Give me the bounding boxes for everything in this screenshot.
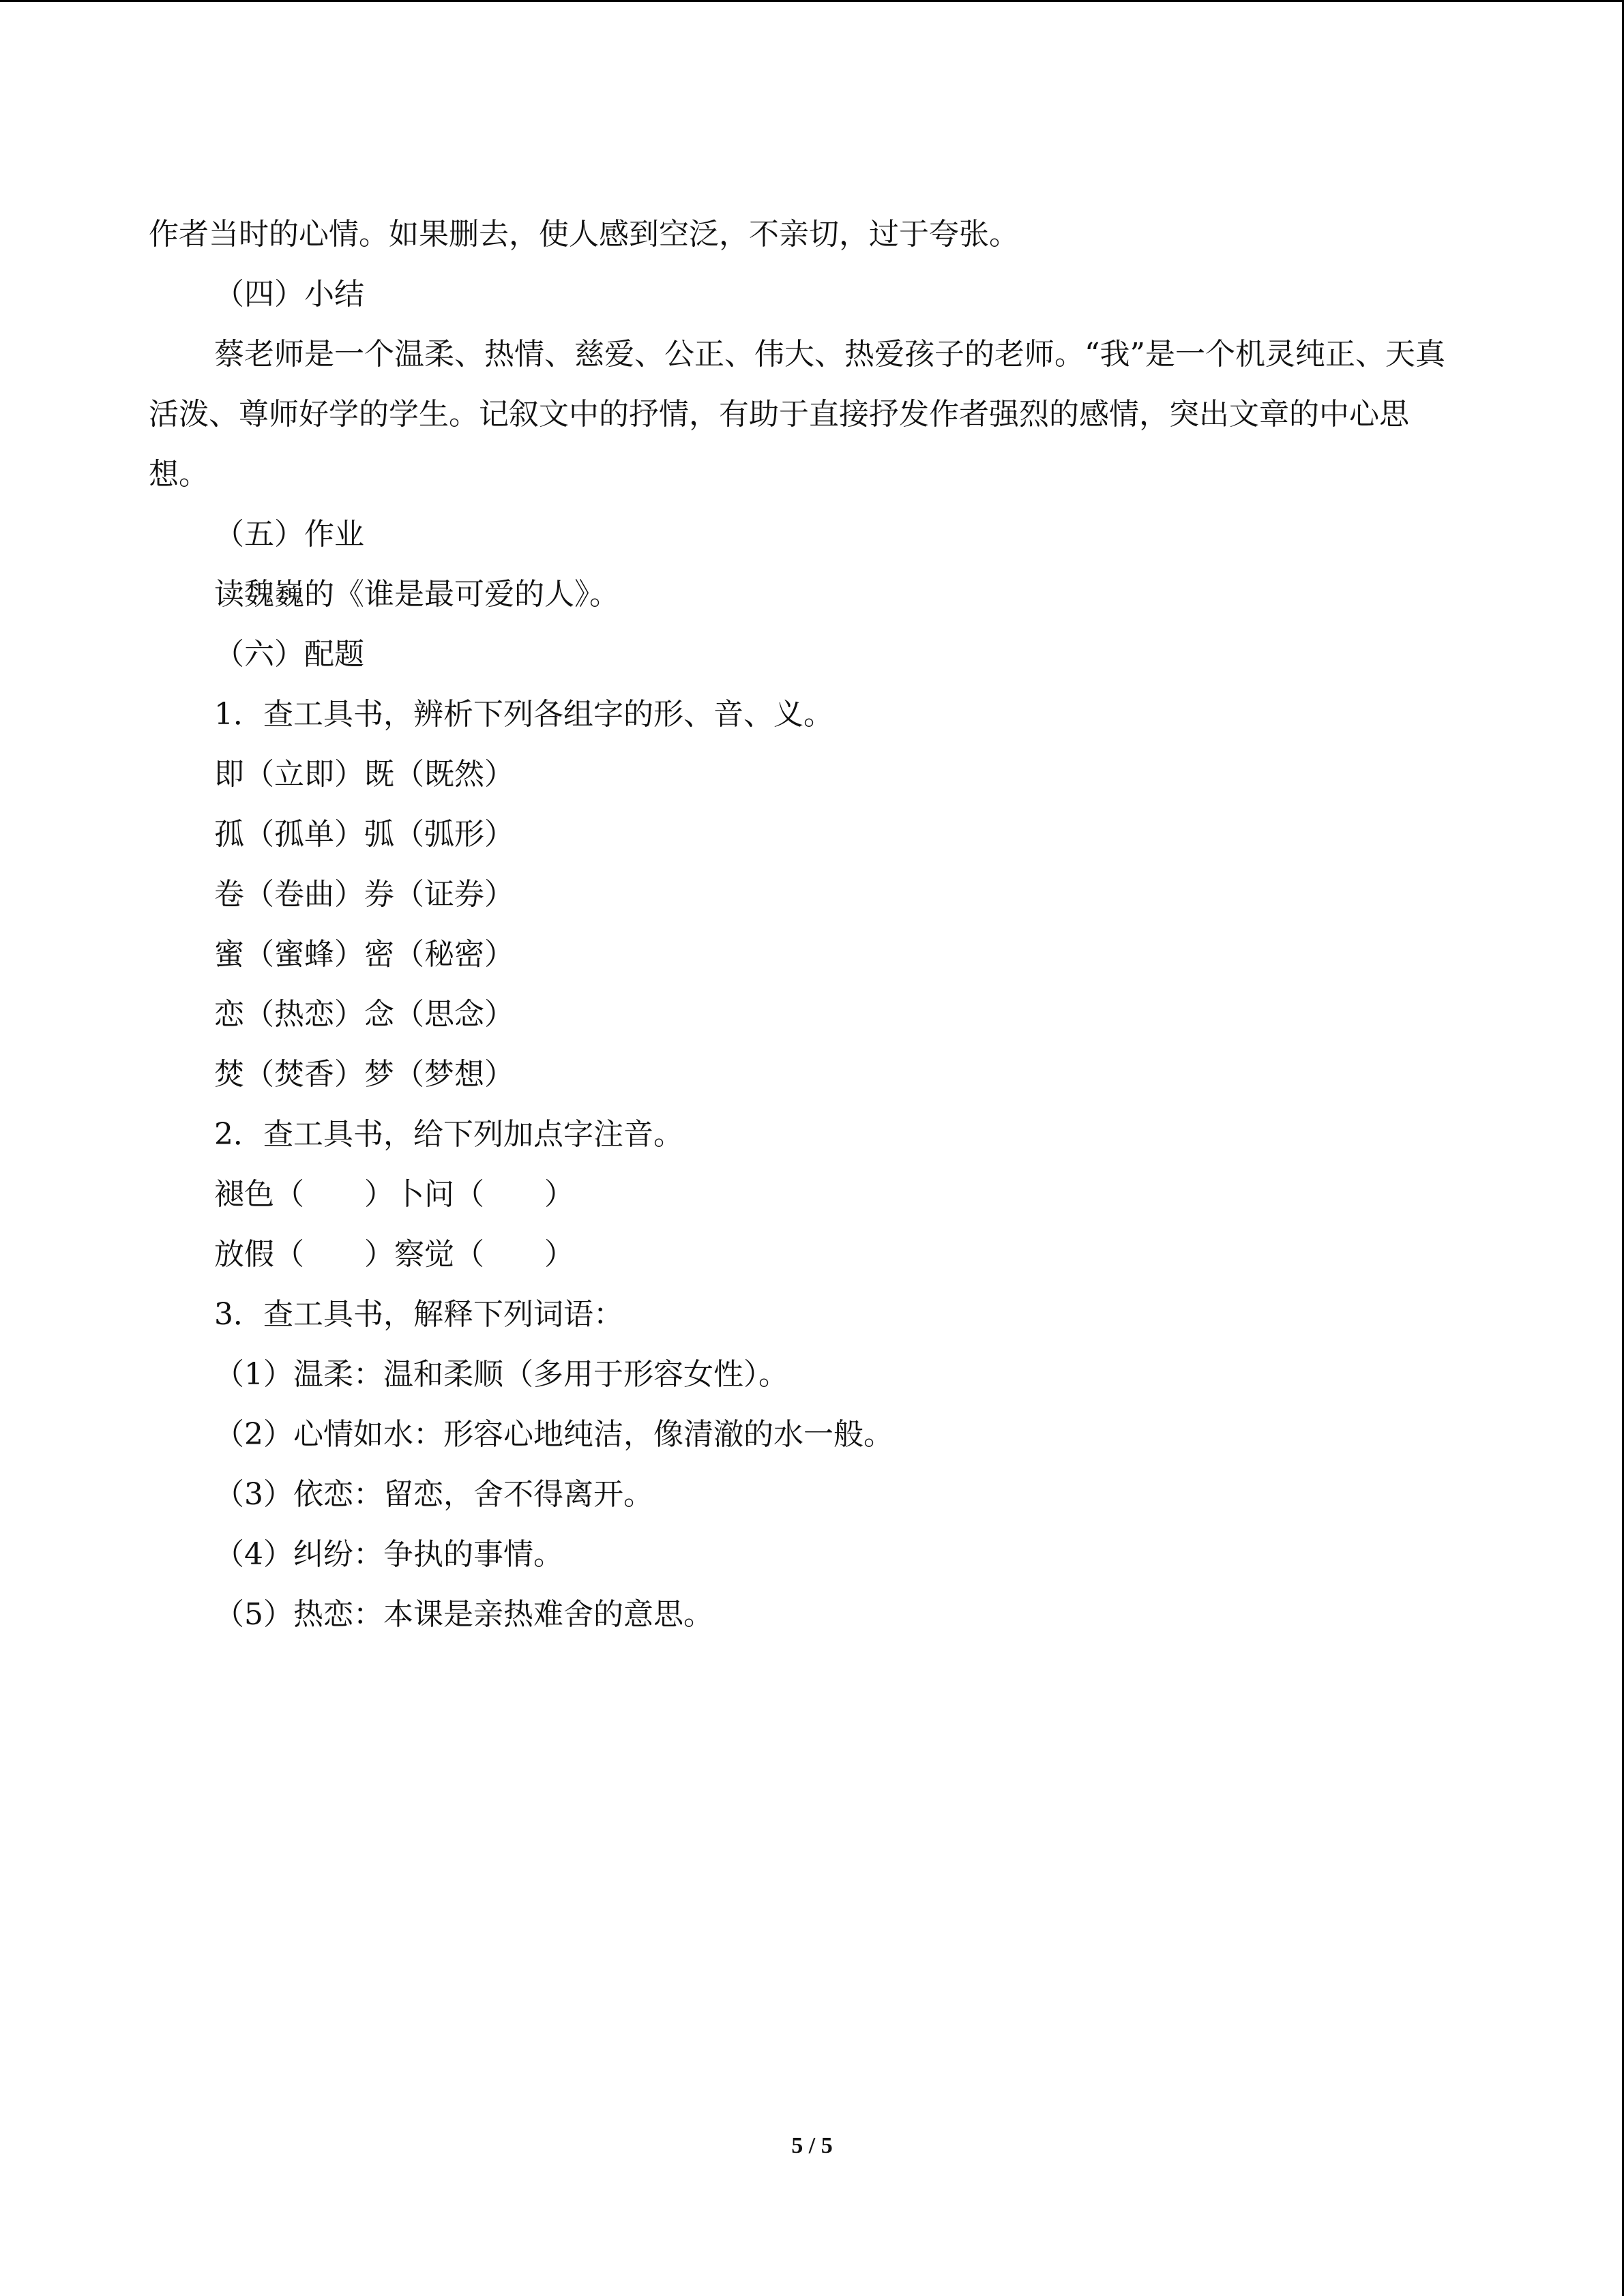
paragraph-continuation: 作者当时的心情。如果删去，使人感到空泛，不亲切，过于夸张。: [149, 217, 1019, 252]
exercise-1-item: 孤（孤单）弧（弧形）: [214, 817, 514, 852]
section-heading-summary: （四）小结: [214, 277, 364, 312]
top-border-rule: [0, 0, 1624, 2]
exercise-2-item: 褪色（ ）卜问（ ）: [214, 1177, 574, 1212]
exercise-3-item: （1）温柔：温和柔顺（多用于形容女性）。: [214, 1357, 788, 1392]
exercise-1-item: 恋（热恋）念（思念）: [214, 997, 514, 1032]
exercise-2-prompt: 2．查工具书，给下列加点字注音。: [214, 1117, 683, 1152]
exercise-3-item: （5）热恋：本课是亲热难舍的意思。: [214, 1597, 713, 1632]
document-body: [149, 205, 1458, 1645]
homework-text: 读魏巍的《谁是最可爱的人》。: [214, 577, 619, 612]
exercise-1-item: 焚（焚香）梦（梦想）: [214, 1057, 514, 1092]
exercise-1-prompt: 1．查工具书，辨析下列各组字的形、音、义。: [214, 697, 833, 732]
exercise-3-item: （4）纠纷：争执的事情。: [214, 1537, 563, 1572]
exercise-1-item: 卷（卷曲）券（证券）: [214, 877, 514, 912]
summary-paragraph: 蔡老师是一个温柔、热情、慈爱、公正、伟大、热爱孩子的老师。“我”是一个机灵纯正、天真活泼、尊师好学的学生。记叙文中的抒情，有助于直接抒发作者强烈的感情，突出文章的中心思想。: [149, 337, 1445, 492]
exercise-3-prompt: 3．查工具书，解释下列词语：: [214, 1297, 623, 1332]
section-heading-homework: （五）作业: [214, 517, 364, 552]
exercise-2-item: 放假（ ）察觉（ ）: [214, 1237, 574, 1272]
exercise-1-item: 即（立即）既（既然）: [214, 757, 514, 792]
page-number: 5 / 5: [791, 2133, 833, 2158]
section-heading-exercises: （六）配题: [214, 637, 364, 672]
exercise-3-item: （3）依恋：留恋，舍不得离开。: [214, 1477, 653, 1512]
exercise-3-item: （2）心情如水：形容心地纯洁，像清澈的水一般。: [214, 1417, 894, 1452]
exercise-1-item: 蜜（蜜蜂）密（秘密）: [214, 937, 514, 972]
